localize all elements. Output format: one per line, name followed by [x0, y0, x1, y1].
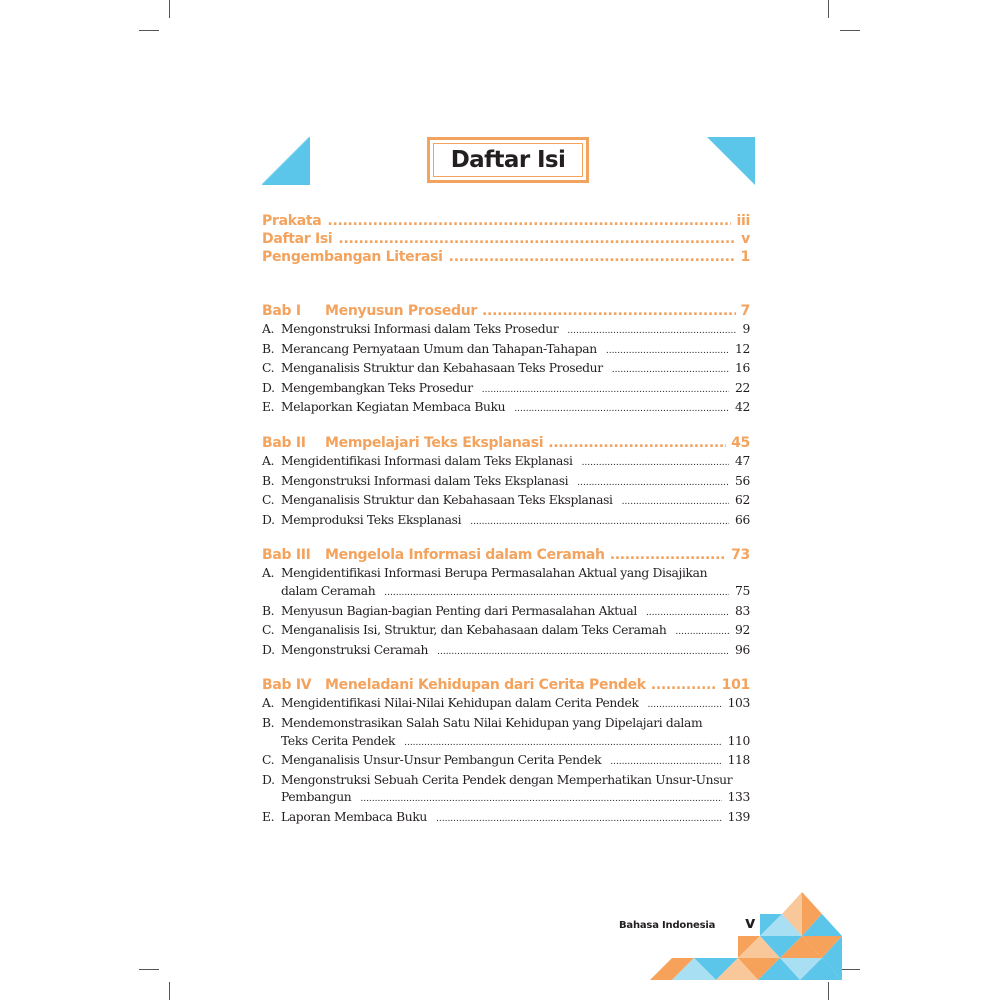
- dot-leader: [610, 545, 726, 565]
- toc-front-entry: [262, 248, 750, 266]
- section-page: 62: [735, 493, 750, 508]
- section-entry: [262, 321, 750, 341]
- section-entry: [262, 642, 750, 662]
- toc-front-entry: [262, 212, 750, 230]
- chapter-page: 45: [731, 434, 750, 451]
- section-entry: [262, 360, 750, 380]
- section-letter: C.: [262, 361, 275, 376]
- dot-leader: [648, 697, 722, 715]
- toc-front-page: iii: [736, 213, 750, 229]
- section-page: 16: [735, 361, 750, 376]
- section-title: Teks Cerita Pendek: [281, 733, 396, 748]
- toc-front-page: 1: [740, 249, 750, 265]
- chapter-page: 7: [740, 303, 750, 319]
- section-entry: [262, 341, 750, 361]
- section-entry: [262, 399, 750, 419]
- section-page: 83: [735, 603, 750, 618]
- chapter-title: Mengelola Informasi dalam Ceramah: [325, 547, 605, 564]
- section-title: Mendemonstrasikan Salah Satu Nilai Kehidupan yang Dipelajari dalam: [281, 715, 703, 730]
- chapter-number: Bab IV: [262, 677, 312, 694]
- crop-mark: [828, 0, 829, 18]
- section-letter: C.: [262, 493, 275, 508]
- section-entry: [262, 603, 750, 623]
- crop-mark: [828, 982, 829, 1000]
- section-page: 103: [727, 696, 750, 711]
- section-entry: [262, 453, 750, 473]
- section-title: Mengidentifikasi Informasi dalam Teks Ekplanasi: [281, 453, 573, 468]
- section-letter: B.: [262, 603, 275, 618]
- dot-leader: [404, 735, 721, 753]
- chapter-page: 73: [731, 547, 750, 564]
- footer-page-number: v: [745, 913, 756, 932]
- section-title: Mengonstruksi Sebuah Cerita Pendek dengan Memperhatikan Unsur-Unsur: [281, 772, 733, 787]
- dot-leader: [612, 362, 729, 380]
- crop-mark: [840, 969, 860, 970]
- section-page: 92: [735, 623, 750, 638]
- section-entry-continued: [262, 583, 750, 603]
- dot-leader: [577, 475, 729, 493]
- chapter-number: Bab II: [262, 434, 306, 451]
- crop-mark: [139, 969, 159, 970]
- section-title: Melaporkan Kegiatan Membaca Buku: [281, 400, 506, 415]
- section-page: 139: [727, 809, 750, 824]
- section-entry: [262, 772, 750, 790]
- table-of-contents: [262, 212, 750, 828]
- chapter-block: [262, 545, 750, 661]
- section-title: Mengonstruksi Ceramah: [281, 642, 429, 657]
- section-entry: [262, 622, 750, 642]
- section-title: Menganalisis Unsur-Unsur Pembangun Cerita Pendek: [281, 753, 602, 768]
- section-entry: [262, 473, 750, 493]
- dot-leader: [449, 248, 735, 266]
- section-page: 9: [742, 322, 750, 336]
- dot-leader: [482, 301, 736, 321]
- dot-leader: [646, 605, 729, 623]
- dot-leader: [327, 212, 730, 230]
- toc-front-page: v: [741, 231, 750, 247]
- section-page: 96: [735, 642, 750, 657]
- dot-leader: [651, 675, 717, 695]
- page-title-box: [427, 137, 589, 183]
- dot-leader: [338, 230, 735, 248]
- section-entry: [262, 809, 750, 829]
- crop-mark: [169, 982, 170, 1000]
- chapter-title: Meneladani Kehidupan dari Cerita Pendek: [325, 677, 646, 694]
- chapter-page: 101: [721, 677, 750, 694]
- front-matter: [262, 212, 750, 266]
- section-letter: E.: [262, 400, 275, 415]
- dot-leader: [482, 382, 729, 400]
- section-title: Menganalisis Struktur dan Kebahasaan Teks Eksplanasi: [281, 493, 613, 508]
- crop-mark: [169, 0, 170, 18]
- dot-leader: [675, 624, 729, 642]
- chapter-heading: [262, 675, 750, 695]
- dot-leader: [548, 433, 726, 453]
- section-letter: C.: [262, 753, 275, 768]
- section-title: Pembangun: [281, 790, 352, 805]
- section-page: 47: [735, 453, 750, 468]
- dot-leader: [384, 585, 729, 603]
- section-title: Laporan Membaca Buku: [281, 809, 427, 824]
- section-entry: [262, 512, 750, 532]
- crop-mark: [139, 30, 159, 31]
- section-letter: C.: [262, 623, 275, 638]
- toc-front-title: Pengembangan Literasi: [262, 249, 443, 265]
- section-page: 133: [727, 790, 750, 805]
- section-letter: B.: [262, 341, 275, 356]
- chapter-heading: [262, 545, 750, 565]
- section-page: 12: [735, 341, 750, 356]
- section-letter: B.: [262, 715, 275, 730]
- dot-leader: [360, 791, 721, 809]
- section-letter: D.: [262, 642, 275, 657]
- dot-leader: [606, 343, 729, 361]
- section-title: Mengidentifikasi Nilai-Nilai Kehidupan dalam Cerita Pendek: [281, 696, 639, 711]
- left-corner-triangle-fill: [262, 137, 310, 185]
- section-title: Mengonstruksi Informasi dalam Teks Eksplanasi: [281, 473, 569, 488]
- footer-book-title: Bahasa Indonesia: [619, 920, 716, 931]
- chapter-number: Bab III: [262, 547, 311, 564]
- chapter-heading: [262, 433, 750, 453]
- dot-leader: [567, 323, 736, 341]
- section-entry: [262, 565, 750, 583]
- chapter-block: [262, 433, 750, 531]
- dot-leader: [437, 644, 729, 662]
- section-letter: D.: [262, 380, 275, 395]
- section-letter: E.: [262, 809, 275, 824]
- dot-leader: [622, 494, 729, 512]
- section-page: 110: [727, 733, 750, 748]
- section-title: Mengembangkan Teks Prosedur: [281, 380, 473, 395]
- section-letter: A.: [262, 322, 275, 336]
- section-entry-continued: [262, 733, 750, 753]
- section-title: Memproduksi Teks Eksplanasi: [281, 512, 462, 527]
- chapter-title: Mempelajari Teks Eksplanasi: [325, 434, 544, 451]
- section-entry: [262, 492, 750, 512]
- section-entry: [262, 752, 750, 772]
- section-page: 56: [735, 473, 750, 488]
- section-letter: B.: [262, 473, 275, 488]
- dot-leader: [610, 754, 721, 772]
- section-title: Menganalisis Isi, Struktur, dan Kebahasaan dalam Teks Ceramah: [281, 623, 667, 638]
- toc-front-title: Prakata: [262, 213, 322, 229]
- chapter-heading: [262, 301, 750, 321]
- toc-front-entry: [262, 230, 750, 248]
- toc-front-title: Daftar Isi: [262, 231, 333, 247]
- section-letter: A.: [262, 696, 275, 711]
- section-letter: A.: [262, 453, 275, 468]
- section-letter: D.: [262, 772, 275, 787]
- dot-leader: [514, 401, 729, 419]
- section-entry: [262, 380, 750, 400]
- section-entry: [262, 695, 750, 715]
- section-page: 118: [727, 753, 750, 768]
- section-title: Mengonstruksi Informasi dalam Teks Prosedur: [281, 322, 559, 336]
- section-letter: A.: [262, 566, 275, 581]
- chapter-block: [262, 675, 750, 828]
- section-page: 75: [735, 583, 750, 598]
- section-title: Mengidentifikasi Informasi Berupa Permasalahan Aktual yang Disajikan: [281, 566, 708, 581]
- section-title: dalam Ceramah: [281, 583, 376, 598]
- section-page: 42: [735, 400, 750, 415]
- chapter-number: Bab I: [262, 303, 301, 319]
- section-title: Menganalisis Struktur dan Kebahasaan Teks Prosedur: [281, 361, 603, 376]
- dot-leader: [470, 514, 729, 532]
- section-entry-continued: [262, 789, 750, 809]
- right-corner-triangle: [707, 137, 755, 185]
- crop-mark: [840, 30, 860, 31]
- section-letter: D.: [262, 512, 275, 527]
- section-title: Menyusun Bagian-bagian Penting dari Permasalahan Aktual: [281, 603, 637, 618]
- chapter-title: Menyusun Prosedur: [325, 303, 478, 319]
- decorative-triangle-pattern: [650, 892, 842, 980]
- page-title: Daftar Isi: [450, 147, 566, 173]
- section-title: Merancang Pernyataan Umum dan Tahapan-Tahapan: [281, 341, 597, 356]
- chapter-block: [262, 301, 750, 419]
- section-page: 22: [735, 380, 750, 395]
- section-entry: [262, 715, 750, 733]
- dot-leader: [582, 455, 729, 473]
- dot-leader: [436, 811, 722, 829]
- section-page: 66: [735, 512, 750, 527]
